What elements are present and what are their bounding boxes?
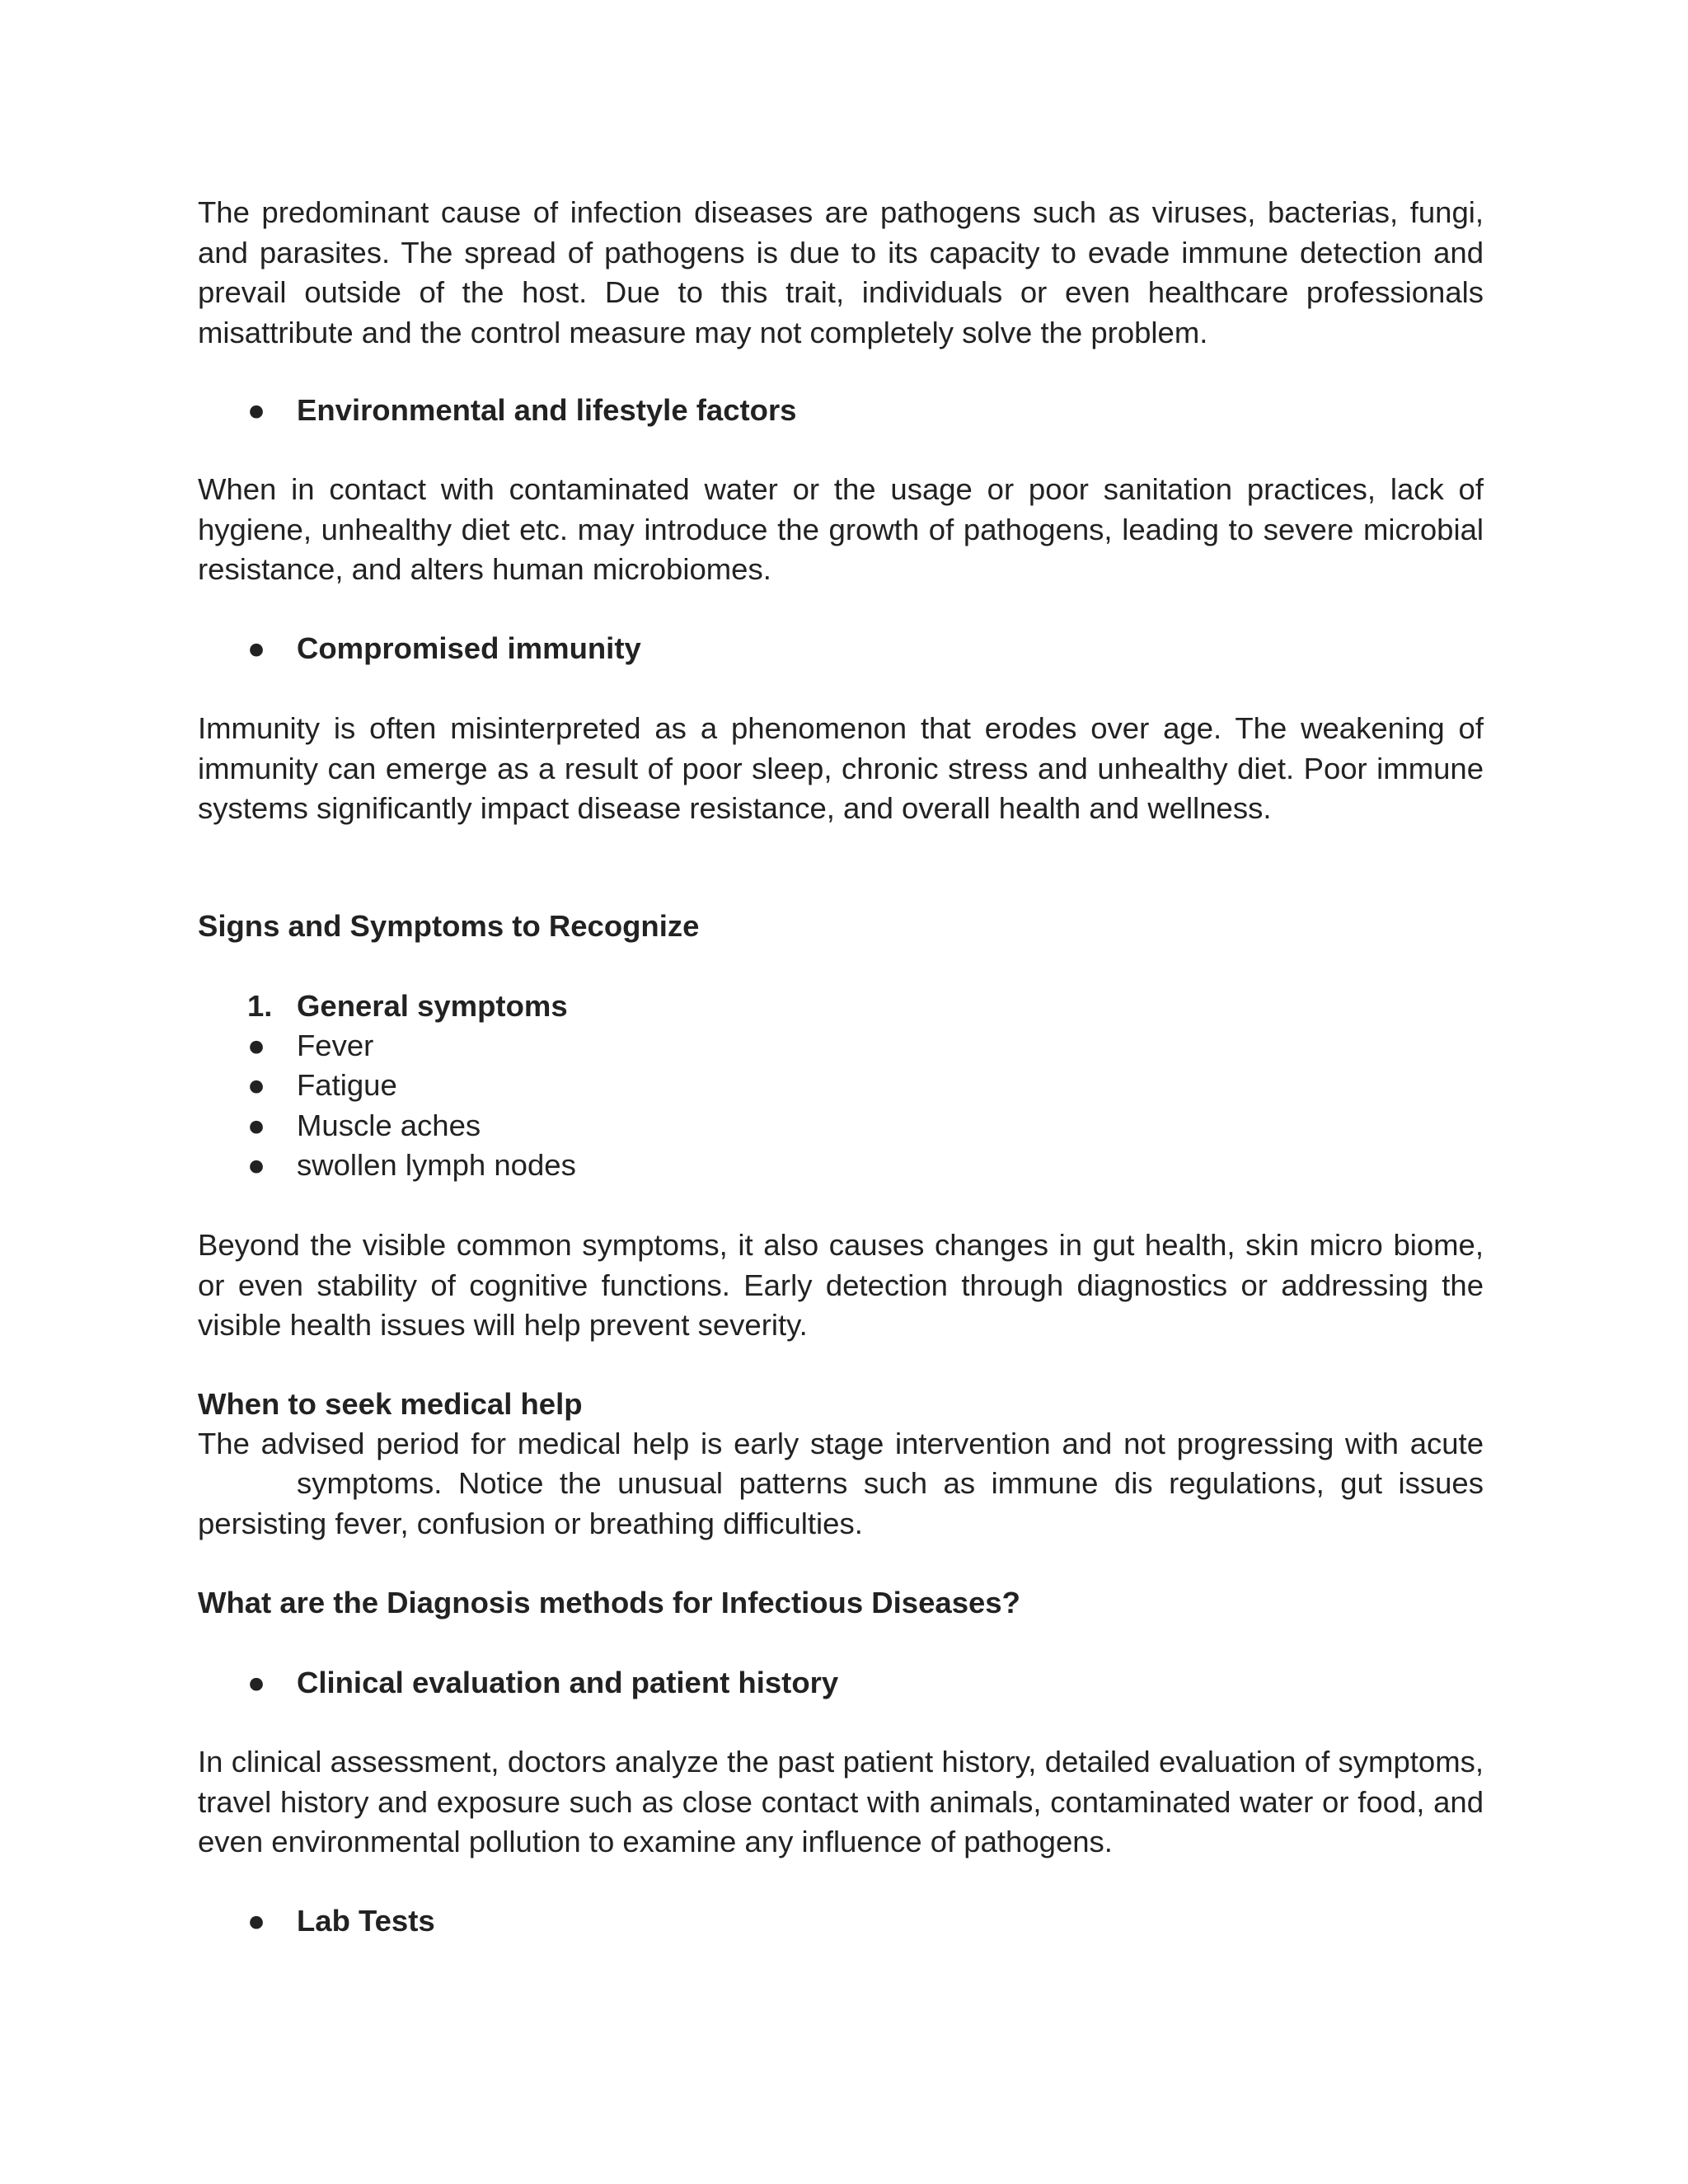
list-item [198, 1026, 1484, 1066]
immunity-paragraph: Immunity is often misinterpreted as a phenomenon that erodes over age. The weakening of immunity can emerge as a result of poor sleep, chronic stress and unhealthy diet. Poor immune systems significantly impact disease resistance, and overall health and wellness. [198, 711, 1484, 825]
bullet-marker: ● [247, 1108, 266, 1142]
bullet-marker: ● [247, 1029, 266, 1062]
bullet-marker: ● [247, 1904, 266, 1938]
bullet-marker: ● [247, 1068, 266, 1102]
bullet-heading-lab [198, 1901, 1484, 1942]
symptom-text: Muscle aches [297, 1108, 481, 1142]
general-heading: General symptoms [297, 989, 568, 1023]
symptom-text: Fatigue [297, 1068, 397, 1102]
list-item [198, 1106, 1484, 1146]
symptom-text: swollen lymph nodes [297, 1148, 576, 1182]
seek-line-3: persisting fever, confusion or breathing difficulties. [198, 1507, 863, 1540]
clinical-paragraph: In clinical assessment, doctors analyze the past patient history, detailed evaluation of symptoms, travel history and exposure such as close contact with animals, contaminated water or food, and even environmental pollution to examine any influence of pathogens. [198, 1745, 1484, 1858]
symptom-text: Fever [297, 1029, 374, 1062]
env-heading: Environmental and lifestyle factors [297, 393, 797, 427]
seek-heading: When to seek medical help [198, 1387, 583, 1421]
signs-heading: Signs and Symptoms to Recognize [198, 909, 700, 943]
beyond-paragraph: Beyond the visible common symptoms, it also causes changes in gut health, skin micro biome, or even stability of cognitive functions. Early detection through diagnostics or addressing the visible health issues will help prevent severity. [198, 1228, 1484, 1342]
bullet-marker: ● [247, 393, 266, 427]
intro-paragraph: The predominant cause of infection diseases are pathogens such as viruses, bacterias, fungi, and parasites. The spread of pathogens is due to its capacity to evade immune detection and prevail outside of the host. Due to this trait, individuals or even healthcare professionals misattribute and the control measure may not completely solve the problem. [198, 195, 1484, 349]
bullet-marker: ● [247, 1666, 266, 1699]
seek-line-1: The advised period for medical help is early stage intervention and not progressing with acute [198, 1427, 1484, 1460]
bullet-heading-immunity [198, 629, 1484, 669]
seek-line-2: symptoms. Notice the unusual patterns such as immune dis regulations, gut issues [297, 1466, 1484, 1500]
document-page [198, 0, 1484, 2184]
clinical-heading: Clinical evaluation and patient history [297, 1666, 839, 1699]
diagnosis-heading: What are the Diagnosis methods for Infectious Diseases? [198, 1586, 1020, 1619]
immunity-heading: Compromised immunity [297, 631, 641, 665]
bullet-heading-environmental [198, 391, 1484, 431]
list-number: 1. [247, 989, 273, 1023]
bullet-heading-clinical [198, 1663, 1484, 1704]
bullet-marker: ● [247, 631, 266, 665]
lab-heading: Lab Tests [297, 1904, 435, 1938]
list-item [198, 1066, 1484, 1106]
bullet-marker: ● [247, 1148, 266, 1182]
list-item [198, 1146, 1484, 1186]
env-paragraph: When in contact with contaminated water or the usage or poor sanitation practices, lack of hygiene, unhealthy diet etc. may introduce the growth of pathogens, leading to severe microbial resistance, and alters human microbiomes. [198, 472, 1484, 586]
numbered-heading-general [198, 987, 1484, 1027]
